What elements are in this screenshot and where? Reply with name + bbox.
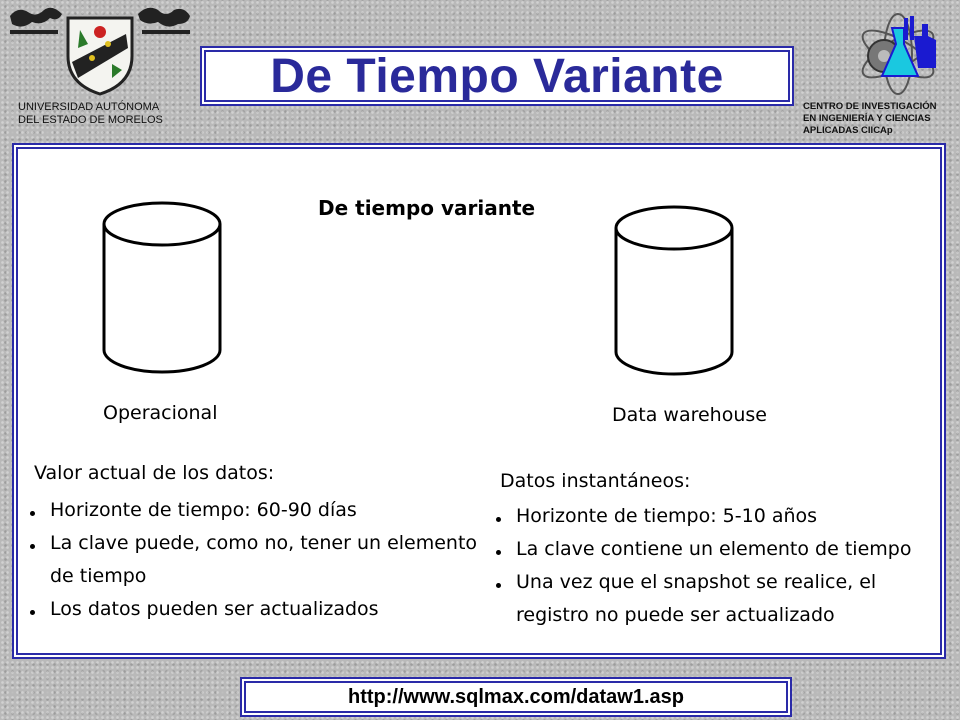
ciicap-name-line-2: EN INGENIERÍA Y CIENCIAS xyxy=(803,113,931,124)
ciicap-name-line-1: CENTRO DE INVESTIGACIÓN xyxy=(803,101,937,112)
ciicap-atom-flask-logo-icon xyxy=(852,6,944,98)
database-cylinder-icon xyxy=(100,200,224,380)
list-item: Los datos pueden ser actualizados xyxy=(28,593,488,626)
warehouse-db-label: Data warehouse xyxy=(612,404,767,426)
ciicap-logo xyxy=(852,6,944,98)
uaem-logo xyxy=(8,4,192,96)
list-item: Horizonte de tiempo: 5-10 años xyxy=(494,500,914,533)
uaem-seal-logo-icon xyxy=(8,4,192,96)
panel-title: De tiempo variante xyxy=(318,196,536,220)
uaem-name-line-1: UNIVERSIDAD AUTÓNOMA xyxy=(18,101,160,113)
slide-title-box xyxy=(200,46,794,106)
ciicap-name-line-3: APLICADAS CIICAp xyxy=(803,125,893,136)
ciicap-name xyxy=(803,101,937,137)
operational-db-label: Operacional xyxy=(103,402,218,424)
source-url-box xyxy=(240,677,792,717)
right-heading: Datos instantáneos: xyxy=(500,470,691,492)
left-list xyxy=(28,494,488,626)
uaem-name xyxy=(18,101,163,127)
list-item: Una vez que el snapshot se realice, el registro no puede ser actualizado xyxy=(494,566,914,632)
database-cylinder-icon xyxy=(612,204,736,384)
uaem-name-line-2: DEL ESTADO DE MORELOS xyxy=(18,114,163,126)
list-item: La clave puede, como no, tener un elemento de tiempo xyxy=(28,527,488,593)
right-list xyxy=(494,500,914,632)
list-item: La clave contiene un elemento de tiempo xyxy=(494,533,914,566)
list-item: Horizonte de tiempo: 60-90 días xyxy=(28,494,488,527)
slide-title: De Tiempo Variante xyxy=(270,49,724,103)
source-url[interactable]: http://www.sqlmax.com/dataw1.asp xyxy=(348,685,684,708)
left-heading: Valor actual de los datos: xyxy=(34,462,275,484)
